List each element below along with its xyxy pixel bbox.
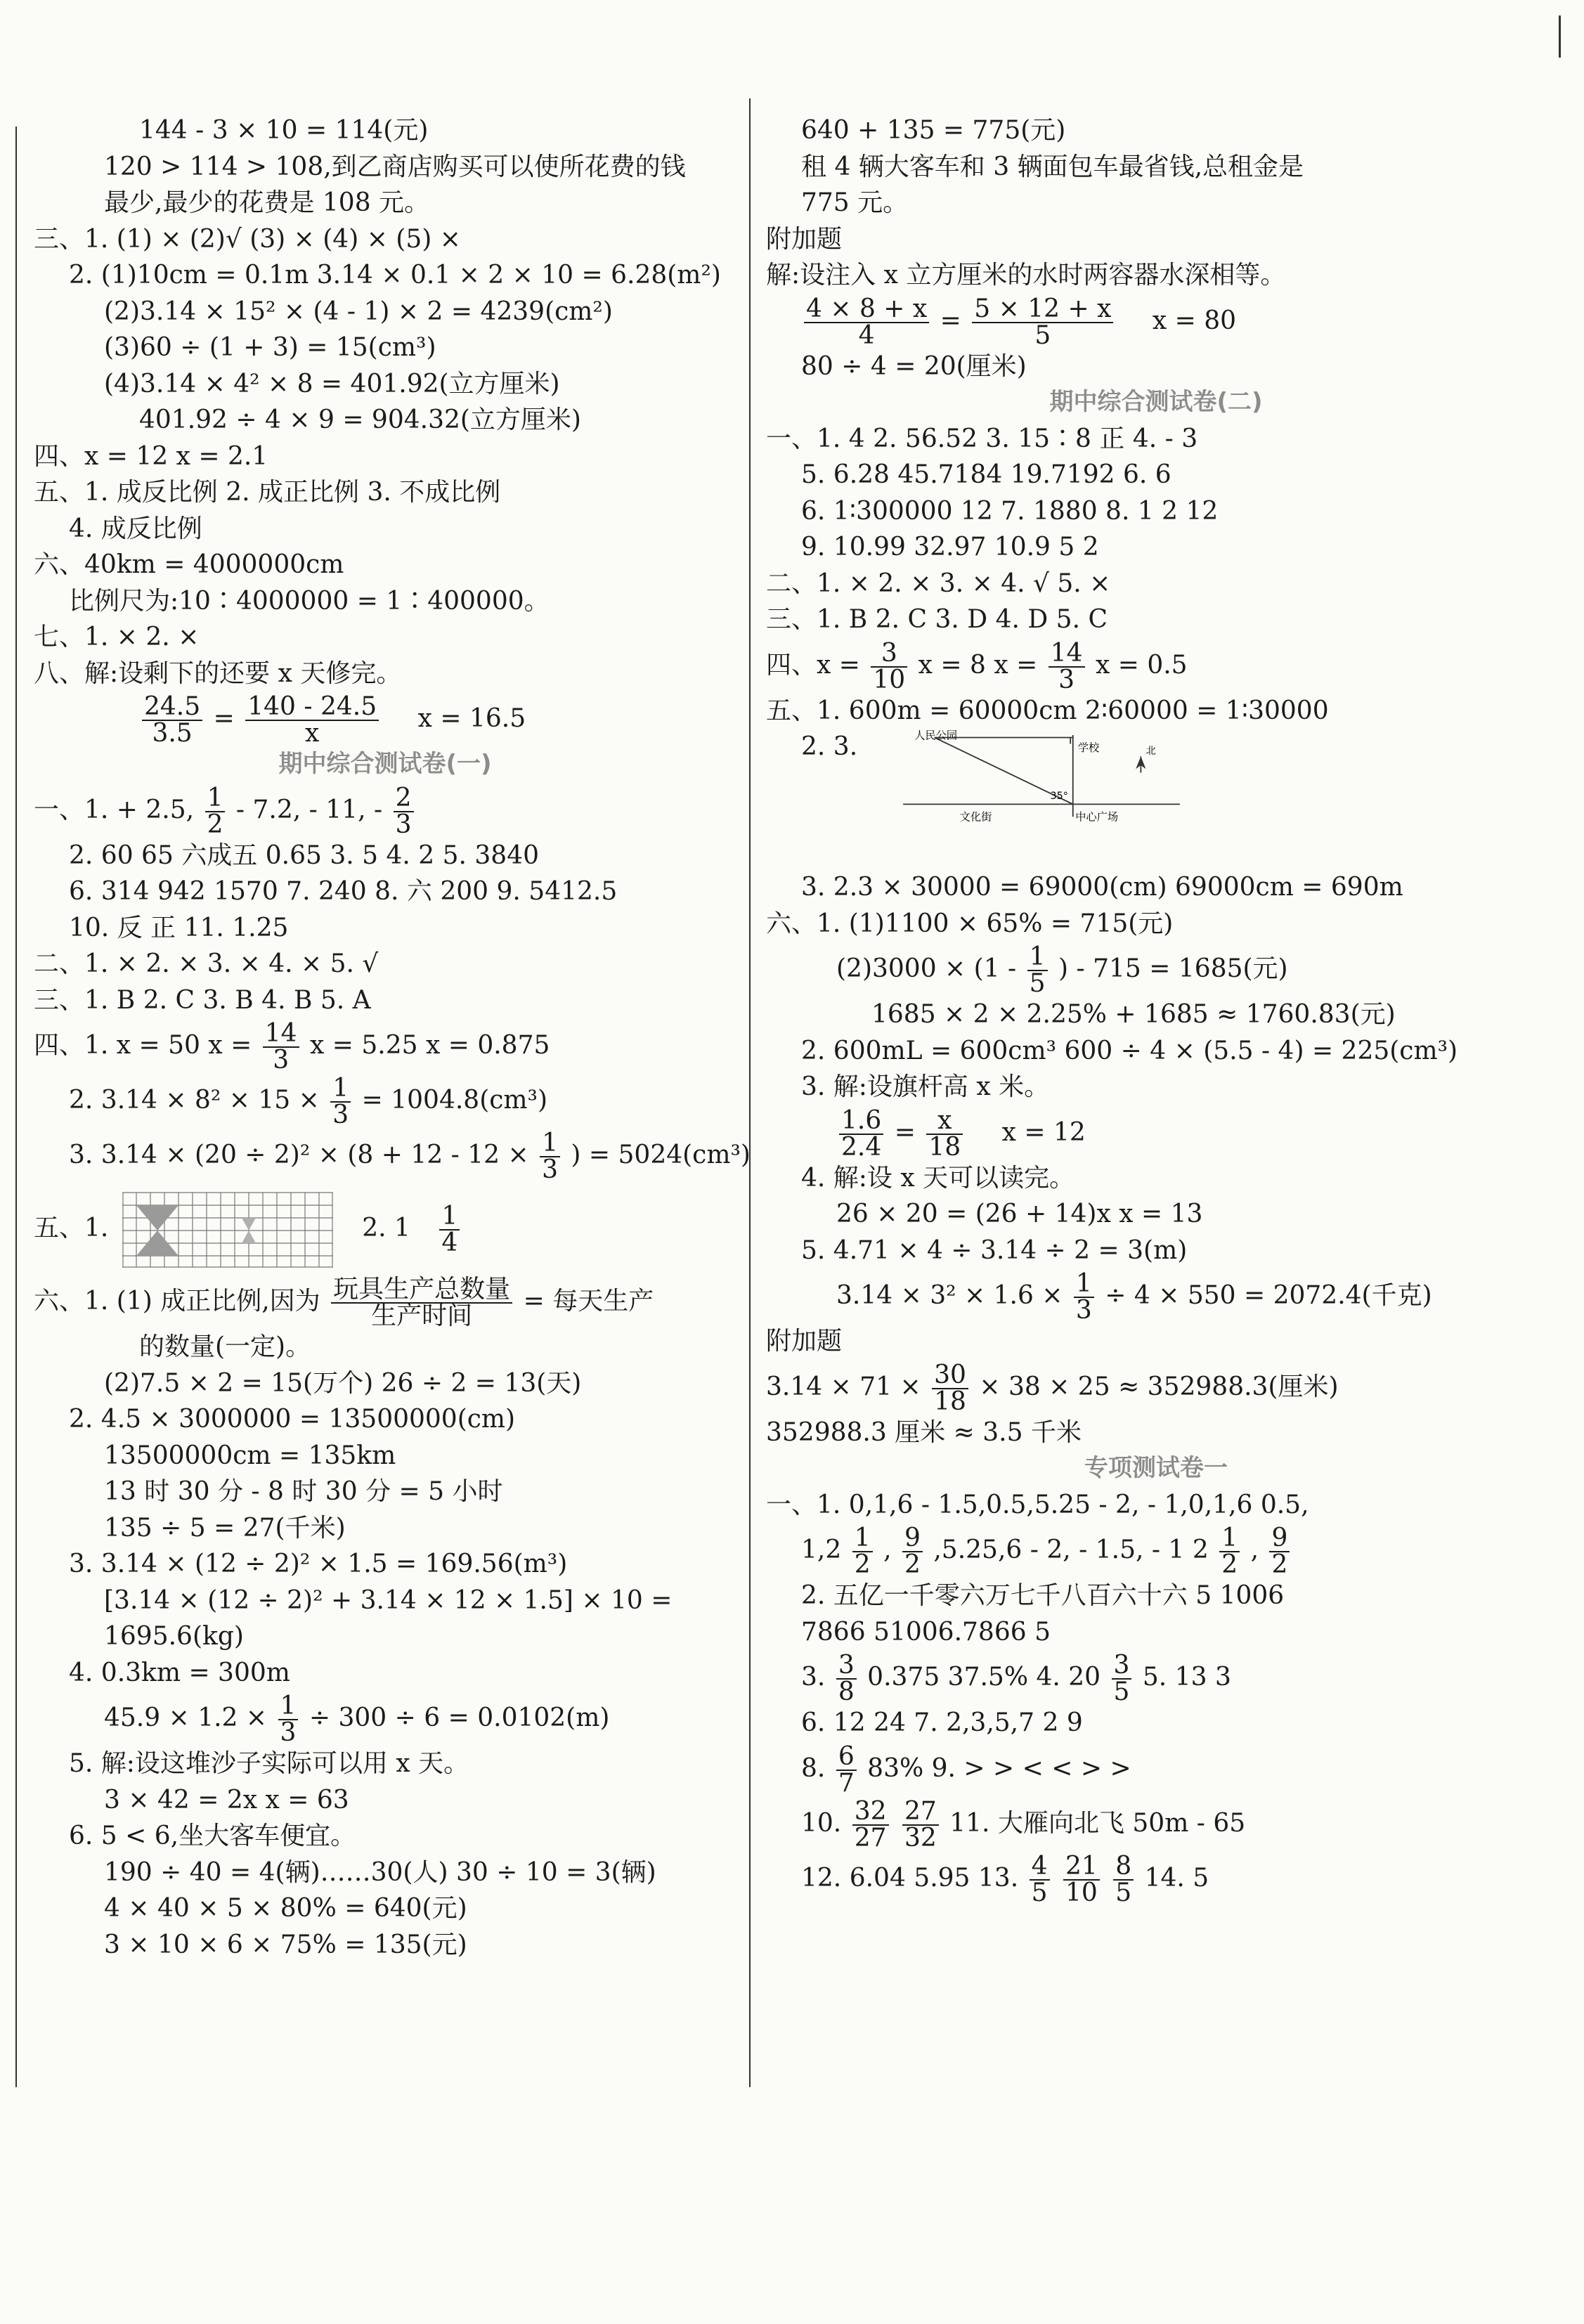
fraction: $\frac{30}{18}$ — [932, 1363, 968, 1415]
fraction: $\frac{1}{2}$ — [205, 786, 226, 838]
answer-line: $\frac{1.6}{2.4}$ = $\frac{x}{18}$ x = 12 — [766, 1105, 1546, 1160]
answer-line: 10. 反 正 11. 1.25 — [69, 913, 289, 942]
answer-line: 六、40km = 4000000cm — [34, 550, 344, 579]
answer-line: 五、1. 2. 1 $\frac{1}{4}$ — [34, 1183, 736, 1274]
answer-line: 的数量(一定)。 — [139, 1332, 311, 1361]
answer-line: (2)3.14 × 15² × (4 - 1) × 2 = 4239(cm²) — [104, 297, 613, 326]
left-margin-line — [15, 126, 17, 2087]
answer-line: 13 时 30 分 - 8 时 30 分 = 5 小时 — [104, 1477, 503, 1506]
answer-line: 2. 3.14 × 8² × 15 × $\frac{1}{3}$ = 1004.8(cm³) — [69, 1074, 548, 1129]
answer-line: 2. 600mL = 600cm³ 600 ÷ 4 × (5.5 - 4) = 225(cm³) — [801, 1036, 1458, 1065]
answer-line: 4. 解:设 x 天可以读完。 — [801, 1163, 1075, 1193]
fraction: $\frac{1}{3}$ — [330, 1076, 351, 1128]
fraction: $\frac{9}{2}$ — [1269, 1526, 1290, 1578]
answer-line: 45.9 × 1.2 × $\frac{1}{3}$ ÷ 300 ÷ 6 = 0.0102(m) — [104, 1692, 610, 1747]
answer-line: 13500000cm = 135km — [104, 1441, 396, 1470]
answer-line: 120 > 114 > 108,到乙商店购买可以使所花费的钱 — [104, 152, 686, 181]
answer-line: 401.92 ÷ 4 × 9 = 904.32(立方厘米) — [139, 405, 581, 434]
answer-line: 2. 60 65 六成五 0.65 3. 5 4. 2 5. 3840 — [69, 840, 540, 870]
answer-line: 3. 3.14 × (20 ÷ 2)² × (8 + 12 - 12 × $\frac{1}{3}$ ) = 5024(cm³) — [69, 1129, 751, 1184]
answer-line: 6. 1∶300000 12 7. 1880 8. 1 2 12 — [801, 496, 1219, 526]
answer-line: 4 × 40 × 5 × 80% = 640(元) — [104, 1894, 467, 1923]
answer-line: 1695.6(kg) — [104, 1622, 244, 1651]
answer-line: 352988.3 厘米 ≈ 3.5 千米 — [766, 1417, 1082, 1447]
answer-line: 解:设注入 x 立方厘米的水时两容器水深相等。 — [766, 261, 1286, 290]
answer-line: 144 - 3 × 10 = 114(元) — [139, 116, 429, 145]
north-arrow-icon — [1136, 756, 1145, 772]
answer-line: 26 × 20 = (26 + 14)x x = 13 — [836, 1200, 1203, 1228]
fraction: $\frac{32}{27}$ — [852, 1799, 889, 1851]
street-label: 文化街 — [959, 810, 992, 824]
section-heading: 附加题 — [766, 1327, 843, 1356]
fraction: $\frac{5 \times 12 + x}{5}$ — [972, 297, 1113, 349]
answer-line: 五、1. 成反比例 2. 成正比例 3. 不成比例 — [34, 478, 501, 507]
answer-line: (4)3.14 × 4² × 8 = 401.92(立方厘米) — [104, 369, 560, 398]
answer-line: 6. 314 942 1570 7. 240 8. 六 200 9. 5412.5 — [69, 877, 618, 906]
answer-line: 12. 6.04 5.95 13. $\frac{4}{5}$ $\frac{21}{10}$ $\frac{8}{5}$ 14. 5 — [801, 1851, 1209, 1907]
fraction: $\frac{6}{7}$ — [836, 1744, 857, 1796]
answer-line: 3. 解:设旗杆高 x 米。 — [801, 1072, 1050, 1101]
answer-line: 七、1. × 2. × — [34, 623, 200, 651]
fraction: $\frac{x}{18}$ — [926, 1108, 963, 1160]
answer-line: 2. (1)10cm = 0.1m 3.14 × 0.1 × 2 × 10 = 6.28(m²) — [69, 261, 721, 290]
fraction: $\frac{1}{2}$ — [852, 1526, 873, 1578]
fraction: $\frac{1}{4}$ — [439, 1204, 460, 1256]
answer-line: 3.14 × 71 × $\frac{30}{18}$ × 38 × 25 ≈ 352988.3(厘米) — [766, 1360, 1339, 1416]
answer-line: 6. 5 < 6,坐大客车便宜。 — [69, 1822, 356, 1850]
answer-line: 7866 51006.7866 5 — [801, 1617, 1051, 1647]
answer-line: 1,2 $\frac{1}{2}$ , $\frac{9}{2}$ ,5.25,6 - 2, - 1.5, - 1 2 $\frac{1}{2}$ , $\frac{9}{2}$ — [766, 1523, 1546, 1578]
answer-line: 3. 3.14 × (12 ÷ 2)² × 1.5 = 169.56(m³) — [69, 1550, 568, 1578]
section-heading: 附加题 — [766, 224, 843, 254]
fraction: $\frac{1}{3}$ — [1074, 1271, 1094, 1323]
fraction: $\frac{27}{32}$ — [902, 1799, 939, 1851]
right-column — [766, 112, 1546, 1906]
section-title: 期中综合测试卷(一) — [278, 750, 492, 778]
answer-line: 775 元。 — [801, 188, 909, 217]
answer-line: 2. 五亿一千零六万七千八百六十六 5 1006 — [801, 1581, 1285, 1610]
answer-line: 640 + 135 = 775(元) — [801, 116, 1066, 145]
fraction: $\frac{1}{3}$ — [278, 1694, 299, 1746]
fraction: $\frac{1.6}{2.4}$ — [839, 1108, 883, 1160]
answer-line: 三、1. B 2. C 3. D 4. D 5. C — [766, 605, 1108, 634]
fraction: $\frac{3}{5}$ — [1112, 1653, 1132, 1705]
answer-line: 190 ÷ 40 = 4(辆)……30(人) 30 ÷ 10 = 3(辆) — [104, 1857, 656, 1887]
answer-line: 4. 0.3km = 300m — [69, 1658, 290, 1687]
answer-line: 8. $\frac{6}{7}$ 83% 9. > > < < > > — [801, 1741, 1131, 1798]
answer-line: 3. $\frac{3}{8}$ 0.375 37.5% 4. 20 $\frac{3}{5}$ 5. 13 3 — [801, 1651, 1231, 1706]
section-title: 专项测试卷一 — [1084, 1454, 1228, 1482]
fraction: $\frac{2}{3}$ — [394, 786, 414, 838]
answer-line: 三、1. (1) × (2)√ (3) × (4) × (5) × — [34, 224, 461, 254]
answer-line: 2. 3. 人民公园 学校 35° 文化街 中心广场 北 — [766, 729, 1546, 869]
answer-line: 9. 10.99 32.97 10.9 5 2 — [801, 533, 1099, 561]
answer-line: 六、1. (1) 成正比例,因为 $\frac{\text{玩具生产总数量}}{\text{生产时间}}$ = 每天生产 — [34, 1275, 654, 1330]
answer-line: 四、x = $\frac{3}{10}$ x = 8 x = $\frac{14}{3}$ x = 0.5 — [766, 638, 1188, 694]
fraction: $\frac{14}{3}$ — [263, 1021, 299, 1073]
answer-line: 一、1. + 2.5, $\frac{1}{2}$ - 7.2, - 11, - $\frac{2}{3}$ — [34, 783, 736, 838]
answer-line: $\frac{24.5}{3.5}$ = $\frac{140 - 24.5}{x}$ x = 16.5 — [34, 692, 736, 746]
fraction: $\frac{21}{10}$ — [1063, 1854, 1100, 1906]
fraction: $\frac{1}{2}$ — [1219, 1526, 1240, 1578]
direction-diagram — [880, 729, 1203, 848]
fraction: $\frac{4}{5}$ — [1030, 1854, 1050, 1906]
fraction: $\frac{1}{5}$ — [1027, 944, 1048, 997]
answer-line: 八、解:设剩下的还要 x 天修完。 — [34, 658, 402, 688]
answer-line: $\frac{4 \times 8 + x}{4}$ = $\frac{5 \times 12 + x}{5}$ x = 80 — [766, 294, 1546, 349]
answer-line: 5. 解:设这堆沙子实际可以用 x 天。 — [69, 1749, 469, 1778]
answer-line: 6. 12 24 7. 2,3,5,7 2 9 — [801, 1708, 1083, 1737]
answer-line: [3.14 × (12 ÷ 2)² + 3.14 × 12 × 1.5] × 10 = — [104, 1585, 673, 1615]
answer-line: 最少,最少的花费是 108 元。 — [104, 188, 430, 217]
answer-line: 10. $\frac{32}{27}$ $\frac{27}{32}$ 11. 大雁向北飞 50m - 65 — [801, 1796, 1246, 1852]
column-divider — [749, 98, 751, 2087]
answer-line: 80 ÷ 4 = 20(厘米) — [801, 351, 1027, 381]
answer-line: 1685 × 2 × 2.25% + 1685 ≈ 1760.83(元) — [871, 1000, 1396, 1029]
answer-line: 三、1. B 2. C 3. B 4. B 5. A — [34, 985, 371, 1015]
answer-line: (2)3000 × (1 - $\frac{1}{5}$ ) - 715 = 1685(元) — [836, 942, 1288, 998]
answer-line: 3. 2.3 × 30000 = 69000(cm) 69000cm = 690m — [801, 873, 1403, 902]
answer-line: 六、1. (1)1100 × 65% = 715(元) — [766, 909, 1174, 938]
fraction: $\frac{24.5}{3.5}$ — [142, 694, 202, 746]
fraction: $\frac{3}{8}$ — [836, 1653, 857, 1705]
park-label: 人民公园 — [914, 729, 957, 742]
answer-line: (2)7.5 × 2 = 15(万个) 26 ÷ 2 = 13(天) — [104, 1368, 582, 1398]
fraction: $\frac{4 \times 8 + x}{4}$ — [804, 297, 929, 349]
fraction: $\frac{\text{玩具生产总数量}}{\text{生产时间}}$ — [331, 1277, 512, 1329]
left-column — [34, 112, 751, 1963]
section-title: 期中综合测试卷(二) — [1049, 388, 1263, 416]
answer-line: 租 4 辆大客车和 3 辆面包车最省钱,总租金是 — [801, 152, 1304, 181]
grid-figure — [122, 1191, 333, 1268]
answer-line: 5. 4.71 × 4 ÷ 3.14 ÷ 2 = 3(m) — [801, 1235, 1188, 1265]
answer-line: 3 × 42 = 2x x = 63 — [104, 1785, 349, 1815]
answer-line: 四、x = 12 x = 2.1 — [34, 441, 268, 471]
answer-line: 4. 成反比例 — [69, 514, 202, 543]
fraction: $\frac{8}{5}$ — [1113, 1854, 1134, 1906]
answer-line: 五、1. 600m = 60000cm 2∶60000 = 1∶30000 — [766, 696, 1329, 725]
fraction: $\frac{140 - 24.5}{x}$ — [245, 694, 379, 746]
angle-label: 35° — [1050, 791, 1068, 803]
fraction: $\frac{3}{10}$ — [871, 641, 907, 693]
answer-line: 135 ÷ 5 = 27(千米) — [104, 1513, 346, 1543]
answer-line: 3.14 × 3² × 1.6 × $\frac{1}{3}$ ÷ 4 × 550 = 2072.4(千克) — [836, 1269, 1432, 1325]
north-label: 北 — [1145, 745, 1156, 757]
answer-line: 2. 4.5 × 3000000 = 13500000(cm) — [69, 1405, 516, 1434]
answer-line: 一、1. 0,1,6 - 1.5,0.5,5.25 - 2, - 1,0,1,6 0.5, — [766, 1490, 1309, 1519]
answer-line: 5. 6.28 45.7184 19.7192 6. 6 — [801, 460, 1171, 489]
answer-line: 一、1. 4 2. 56.52 3. 15∶8 正 4. - 3 — [766, 424, 1198, 453]
answer-line: 二、1. × 2. × 3. × 4. √ 5. × — [766, 569, 1111, 598]
answer-line: 比例尺为:10∶4000000 = 1∶400000。 — [69, 586, 550, 616]
fraction: $\frac{14}{3}$ — [1049, 641, 1085, 693]
school-label: 学校 — [1077, 741, 1099, 755]
plaza-label: 中心广场 — [1075, 810, 1118, 824]
fraction: $\frac{9}{2}$ — [902, 1526, 923, 1578]
fraction: $\frac{1}{3}$ — [540, 1131, 560, 1183]
answer-line: (3)60 ÷ (1 + 3) = 15(cm³) — [104, 333, 436, 362]
answer-line: 二、1. × 2. × 3. × 4. × 5. √ — [34, 949, 379, 978]
answer-line: 四、1. x = 50 x = $\frac{14}{3}$ x = 5.25 x = 0.875 — [34, 1019, 550, 1075]
answer-line: 3 × 10 × 6 × 75% = 135(元) — [104, 1930, 467, 1959]
right-edge-mark — [1559, 15, 1561, 58]
